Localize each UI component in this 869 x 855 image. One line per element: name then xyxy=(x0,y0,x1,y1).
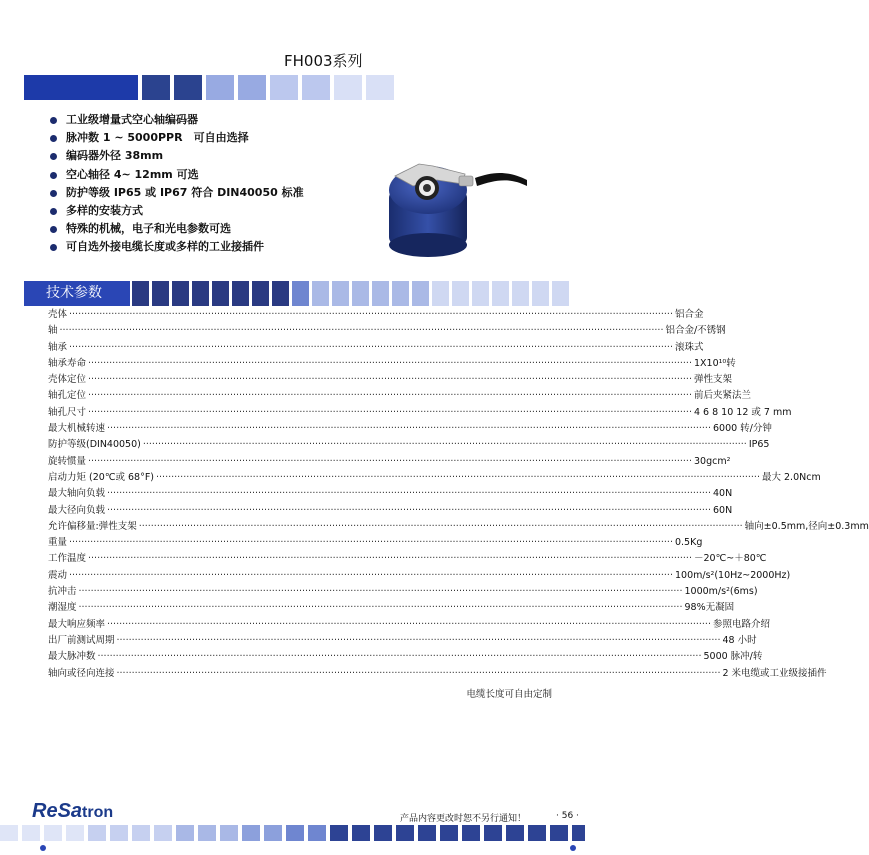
feature-list xyxy=(48,111,304,257)
dot-leader: ········································································································································································································ xyxy=(78,602,683,614)
spec-row xyxy=(48,584,758,600)
spec-row xyxy=(48,421,772,437)
spec-row xyxy=(48,470,821,486)
spec-value: 1000m/s²(6ms) xyxy=(684,586,758,598)
dot-leader: ········································································································································································································ xyxy=(69,341,673,353)
spec-row xyxy=(48,633,757,649)
logo-dot-icon xyxy=(40,845,46,851)
footer-color-strip xyxy=(0,825,585,841)
list-item: 多样的安装方式 xyxy=(48,202,304,220)
spec-label: 允许偏移量:弹性支架 xyxy=(48,520,137,532)
dot-leader: ········································································································································································································ xyxy=(59,325,664,337)
page-title: FH003系列 xyxy=(284,52,363,70)
spec-label: 最大轴向负载 xyxy=(48,488,106,500)
bullet-icon xyxy=(50,172,57,179)
spec-label: 最大响应频率 xyxy=(48,618,106,630)
spec-list xyxy=(48,307,869,682)
dot-leader: ········································································································································································································ xyxy=(88,390,692,402)
spec-label: 最大机械转速 xyxy=(48,423,106,435)
spec-row xyxy=(48,388,751,404)
dot-leader: ········································································································································································································ xyxy=(97,651,702,663)
spec-value: 2 米电缆或工业级接插件 xyxy=(722,667,827,679)
list-item: 防护等级 IP65 或 IP67 符合 DIN40050 标准 xyxy=(48,184,304,202)
bullet-icon xyxy=(50,153,57,160)
dot-leader: ········································································································································································································ xyxy=(107,488,711,500)
spec-value: 最大 2.0Ncm xyxy=(761,471,821,483)
spec-value: 铝合金 xyxy=(674,309,704,320)
spec-row xyxy=(48,323,726,339)
spec-value: 6000 转/分钟 xyxy=(712,423,772,435)
dot-leader: ········································································································································································································ xyxy=(78,586,683,598)
spec-row xyxy=(48,519,869,535)
dot-leader: ········································································································································································································ xyxy=(69,569,673,581)
spec-label: 工作温度 xyxy=(48,553,87,565)
spec-label: 轴 xyxy=(48,325,58,337)
brand-logo: ReSatron xyxy=(32,800,114,822)
list-item: 编码器外径 38mm xyxy=(48,147,304,165)
spec-value: 60N xyxy=(712,504,733,516)
dot-leader: ········································································································································································································ xyxy=(88,553,692,565)
dot-leader: ········································································································································································································ xyxy=(88,357,692,369)
list-item: 脉冲数 1 ~ 5000PPR 可自由选择 xyxy=(48,129,304,147)
section-title: 技术参数 xyxy=(24,281,130,306)
list-item: 工业级增量式空心轴编码器 xyxy=(48,111,304,129)
bullet-icon xyxy=(50,226,57,233)
footer-notice: 产品内容更改时恕不另行通知！ xyxy=(400,814,527,824)
spec-row xyxy=(48,405,792,421)
spec-value: 40N xyxy=(712,488,733,500)
dot-leader: ········································································································································································································ xyxy=(116,667,721,679)
dot-leader: ········································································································································································································ xyxy=(138,520,743,532)
spec-row xyxy=(48,666,827,682)
spec-value: 0.5Kg xyxy=(674,537,703,549)
spec-value: IP65 xyxy=(748,439,770,451)
spec-label: 重量 xyxy=(48,537,68,549)
spec-row xyxy=(48,617,770,633)
spec-label: 防护等级(DIN40050) xyxy=(48,439,141,451)
spec-label: 轴承寿命 xyxy=(48,357,87,369)
spec-value: 4 6 8 10 12 或 7 mm xyxy=(693,406,792,418)
spec-value: 30gcm² xyxy=(693,455,731,467)
spec-value: 1X10¹⁰转 xyxy=(693,357,736,369)
dot-leader: ········································································································································································································ xyxy=(142,439,747,451)
page-number: · 56 · xyxy=(556,811,579,821)
spec-row xyxy=(48,600,735,616)
spec-label: 壳体 xyxy=(48,309,68,320)
bullet-icon xyxy=(50,190,57,197)
spec-value: 弹性支架 xyxy=(693,374,732,386)
spec-label: 最大脉冲数 xyxy=(48,651,96,663)
list-item: 特殊的机械，电子和光电参数可选 xyxy=(48,220,304,238)
spec-value: －20℃~＋80℃ xyxy=(693,553,767,565)
spec-row xyxy=(48,437,770,453)
spec-row xyxy=(48,535,703,551)
spec-value: 铝合金/不锈钢 xyxy=(665,325,726,337)
dot-leader: ········································································································································································································ xyxy=(88,406,692,418)
spec-label: 轴孔定位 xyxy=(48,390,87,402)
spec-row xyxy=(48,356,736,372)
spec-label: 壳体定位 xyxy=(48,374,87,386)
spec-label: 旋转惯量 xyxy=(48,455,87,467)
spec-label: 最大径向负载 xyxy=(48,504,106,516)
bullet-icon xyxy=(50,244,57,251)
spec-value: 轴向±0.5mm,径向±0.3mm xyxy=(744,520,869,532)
spec-value: 前后夹紧法兰 xyxy=(693,390,751,402)
spec-label: 启动力矩 (20℃或 68°F) xyxy=(48,471,155,483)
spec-label: 出厂前测试周期 xyxy=(48,634,115,646)
spec-row xyxy=(48,486,733,502)
spec-value: 100m/s²(10Hz~2000Hz) xyxy=(674,569,791,581)
list-item: 可自选外接电缆长度或多样的工业接插件 xyxy=(48,238,304,256)
spec-label: 潮湿度 xyxy=(48,602,77,614)
dot-leader: ········································································································································································································ xyxy=(156,471,760,483)
dot-leader: ········································································································································································································ xyxy=(88,374,692,386)
dot-leader: ········································································································································································································ xyxy=(107,504,711,516)
spec-value: 参照电路介绍 xyxy=(712,618,770,630)
spec-value: 滚珠式 xyxy=(674,341,704,353)
encoder-product-image xyxy=(367,150,527,260)
spec-label: 震动 xyxy=(48,569,68,581)
spec-value: 5000 脉冲/转 xyxy=(703,651,763,663)
spec-row xyxy=(48,503,733,519)
dot-leader: ········································································································································································································ xyxy=(107,423,711,435)
bullet-icon xyxy=(50,208,57,215)
page-dot-icon xyxy=(570,845,576,851)
spec-value: 98%无凝固 xyxy=(684,602,735,614)
list-item: 空心轴径 4~ 12mm 可选 xyxy=(48,166,304,184)
dot-leader: ········································································································································································································ xyxy=(107,618,711,630)
spec-row xyxy=(48,649,763,665)
spec-row xyxy=(48,551,767,567)
spec-value: 48 小时 xyxy=(722,634,757,646)
spec-label: 轴承 xyxy=(48,341,68,353)
dot-leader: ········································································································································································································ xyxy=(69,309,673,320)
dot-leader: ········································································································································································································ xyxy=(116,634,721,646)
header-color-strip xyxy=(24,75,394,100)
bullet-icon xyxy=(50,117,57,124)
spec-row xyxy=(48,340,704,356)
spec-label: 轴孔尺寸 xyxy=(48,406,87,418)
spec-label: 轴向或径向连接 xyxy=(48,667,115,679)
bullet-icon xyxy=(50,135,57,142)
spec-row xyxy=(48,454,731,470)
dot-leader: ········································································································································································································ xyxy=(69,537,673,549)
spec-note: 电缆长度可自由定制 xyxy=(466,689,552,700)
dot-leader: ········································································································································································································ xyxy=(88,455,692,467)
spec-row xyxy=(48,372,732,388)
spec-row xyxy=(48,307,704,323)
spec-label: 抗冲击 xyxy=(48,586,77,598)
spec-row xyxy=(48,568,791,584)
section-color-strip xyxy=(132,281,569,306)
